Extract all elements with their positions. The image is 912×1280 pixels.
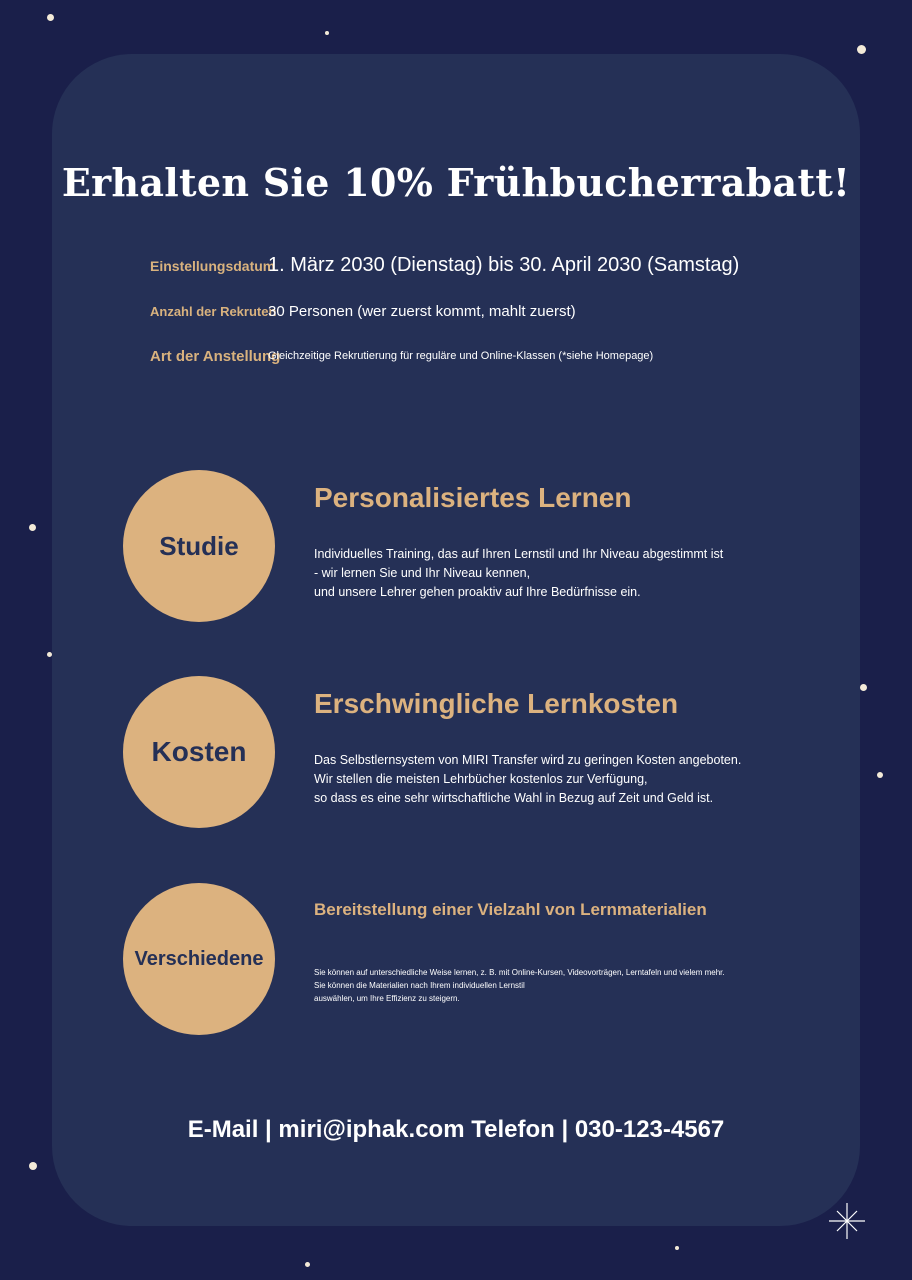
description-line: - wir lernen Sie und Ihr Niveau kennen, <box>314 566 531 580</box>
circle-label: Verschiedene <box>134 947 264 970</box>
star-dot <box>47 14 54 21</box>
description-line: Das Selbstlernsystem von MIRI Transfer wird zu geringen Kosten angeboten. <box>314 753 742 767</box>
info-value: 1. März 2030 (Dienstag) bis 30. April 2030 (Samstag) <box>268 254 740 276</box>
description-line: Sie können auf unterschiedliche Weise lernen, z. B. mit Online-Kursen, Videovorträgen, Lerntafeln und vielem mehr. <box>314 968 725 977</box>
info-label: Einstellungsdatum <box>150 258 276 274</box>
description-line: Individuelles Training, das auf Ihren Lernstil und Ihr Niveau abgestimmt ist <box>314 547 724 561</box>
description-line: und unsere Lehrer gehen proaktiv auf Ihre Bedürfnisse ein. <box>314 585 641 599</box>
description-line: Wir stellen die meisten Lehrbücher kostenlos zur Verfügung, <box>314 772 648 786</box>
contact-line: E-Mail | miri@iphak.com Telefon | 030-123-4567 <box>187 1116 725 1143</box>
headline: Erhalten Sie 10% Frühbucherrabatt! <box>61 160 851 205</box>
star-dot <box>29 524 36 531</box>
info-value: 30 Personen (wer zuerst kommt, mahlt zuerst) <box>268 303 576 320</box>
star-dot <box>29 1162 37 1170</box>
star-dot <box>675 1246 679 1250</box>
description-line: so dass es eine sehr wirtschaftliche Wahl in Bezug auf Zeit und Geld ist. <box>314 791 714 805</box>
info-row-type <box>150 347 850 369</box>
feature-title: Erschwingliche Lernkosten <box>314 688 679 719</box>
info-label: Art der Anstellung <box>150 348 281 365</box>
info-row-count <box>150 303 850 325</box>
star-dot <box>325 31 329 35</box>
feature-title: Bereitstellung einer Vielzahl von Lernmaterialien <box>314 900 707 919</box>
feature-description <box>314 545 723 602</box>
star-dot <box>860 684 867 691</box>
info-label: Anzahl der Rekruten <box>150 304 277 319</box>
info-value: Gleichzeitige Rekrutierung für reguläre und Online-Klassen (*siehe Homepage) <box>268 350 654 362</box>
feature-circle-various <box>123 883 275 1035</box>
star-dot <box>305 1262 310 1267</box>
feature-title: Personalisiertes Lernen <box>314 482 632 513</box>
feature-circle-cost <box>123 676 275 828</box>
star-dot <box>877 772 883 778</box>
feature-description <box>314 966 725 1005</box>
sparkle-icon <box>828 1202 866 1240</box>
feature-description <box>314 751 741 808</box>
info-row-date <box>150 256 850 282</box>
circle-label: Studie <box>159 530 239 561</box>
feature-circle-study <box>123 470 275 622</box>
description-line: auswählen, um Ihre Effizienz zu steigern. <box>314 994 460 1003</box>
circle-label: Kosten <box>151 736 247 767</box>
star-dot <box>857 45 866 54</box>
main-card <box>52 54 860 1226</box>
description-line: Sie können die Materialien nach Ihrem individuellen Lernstil <box>314 981 525 990</box>
